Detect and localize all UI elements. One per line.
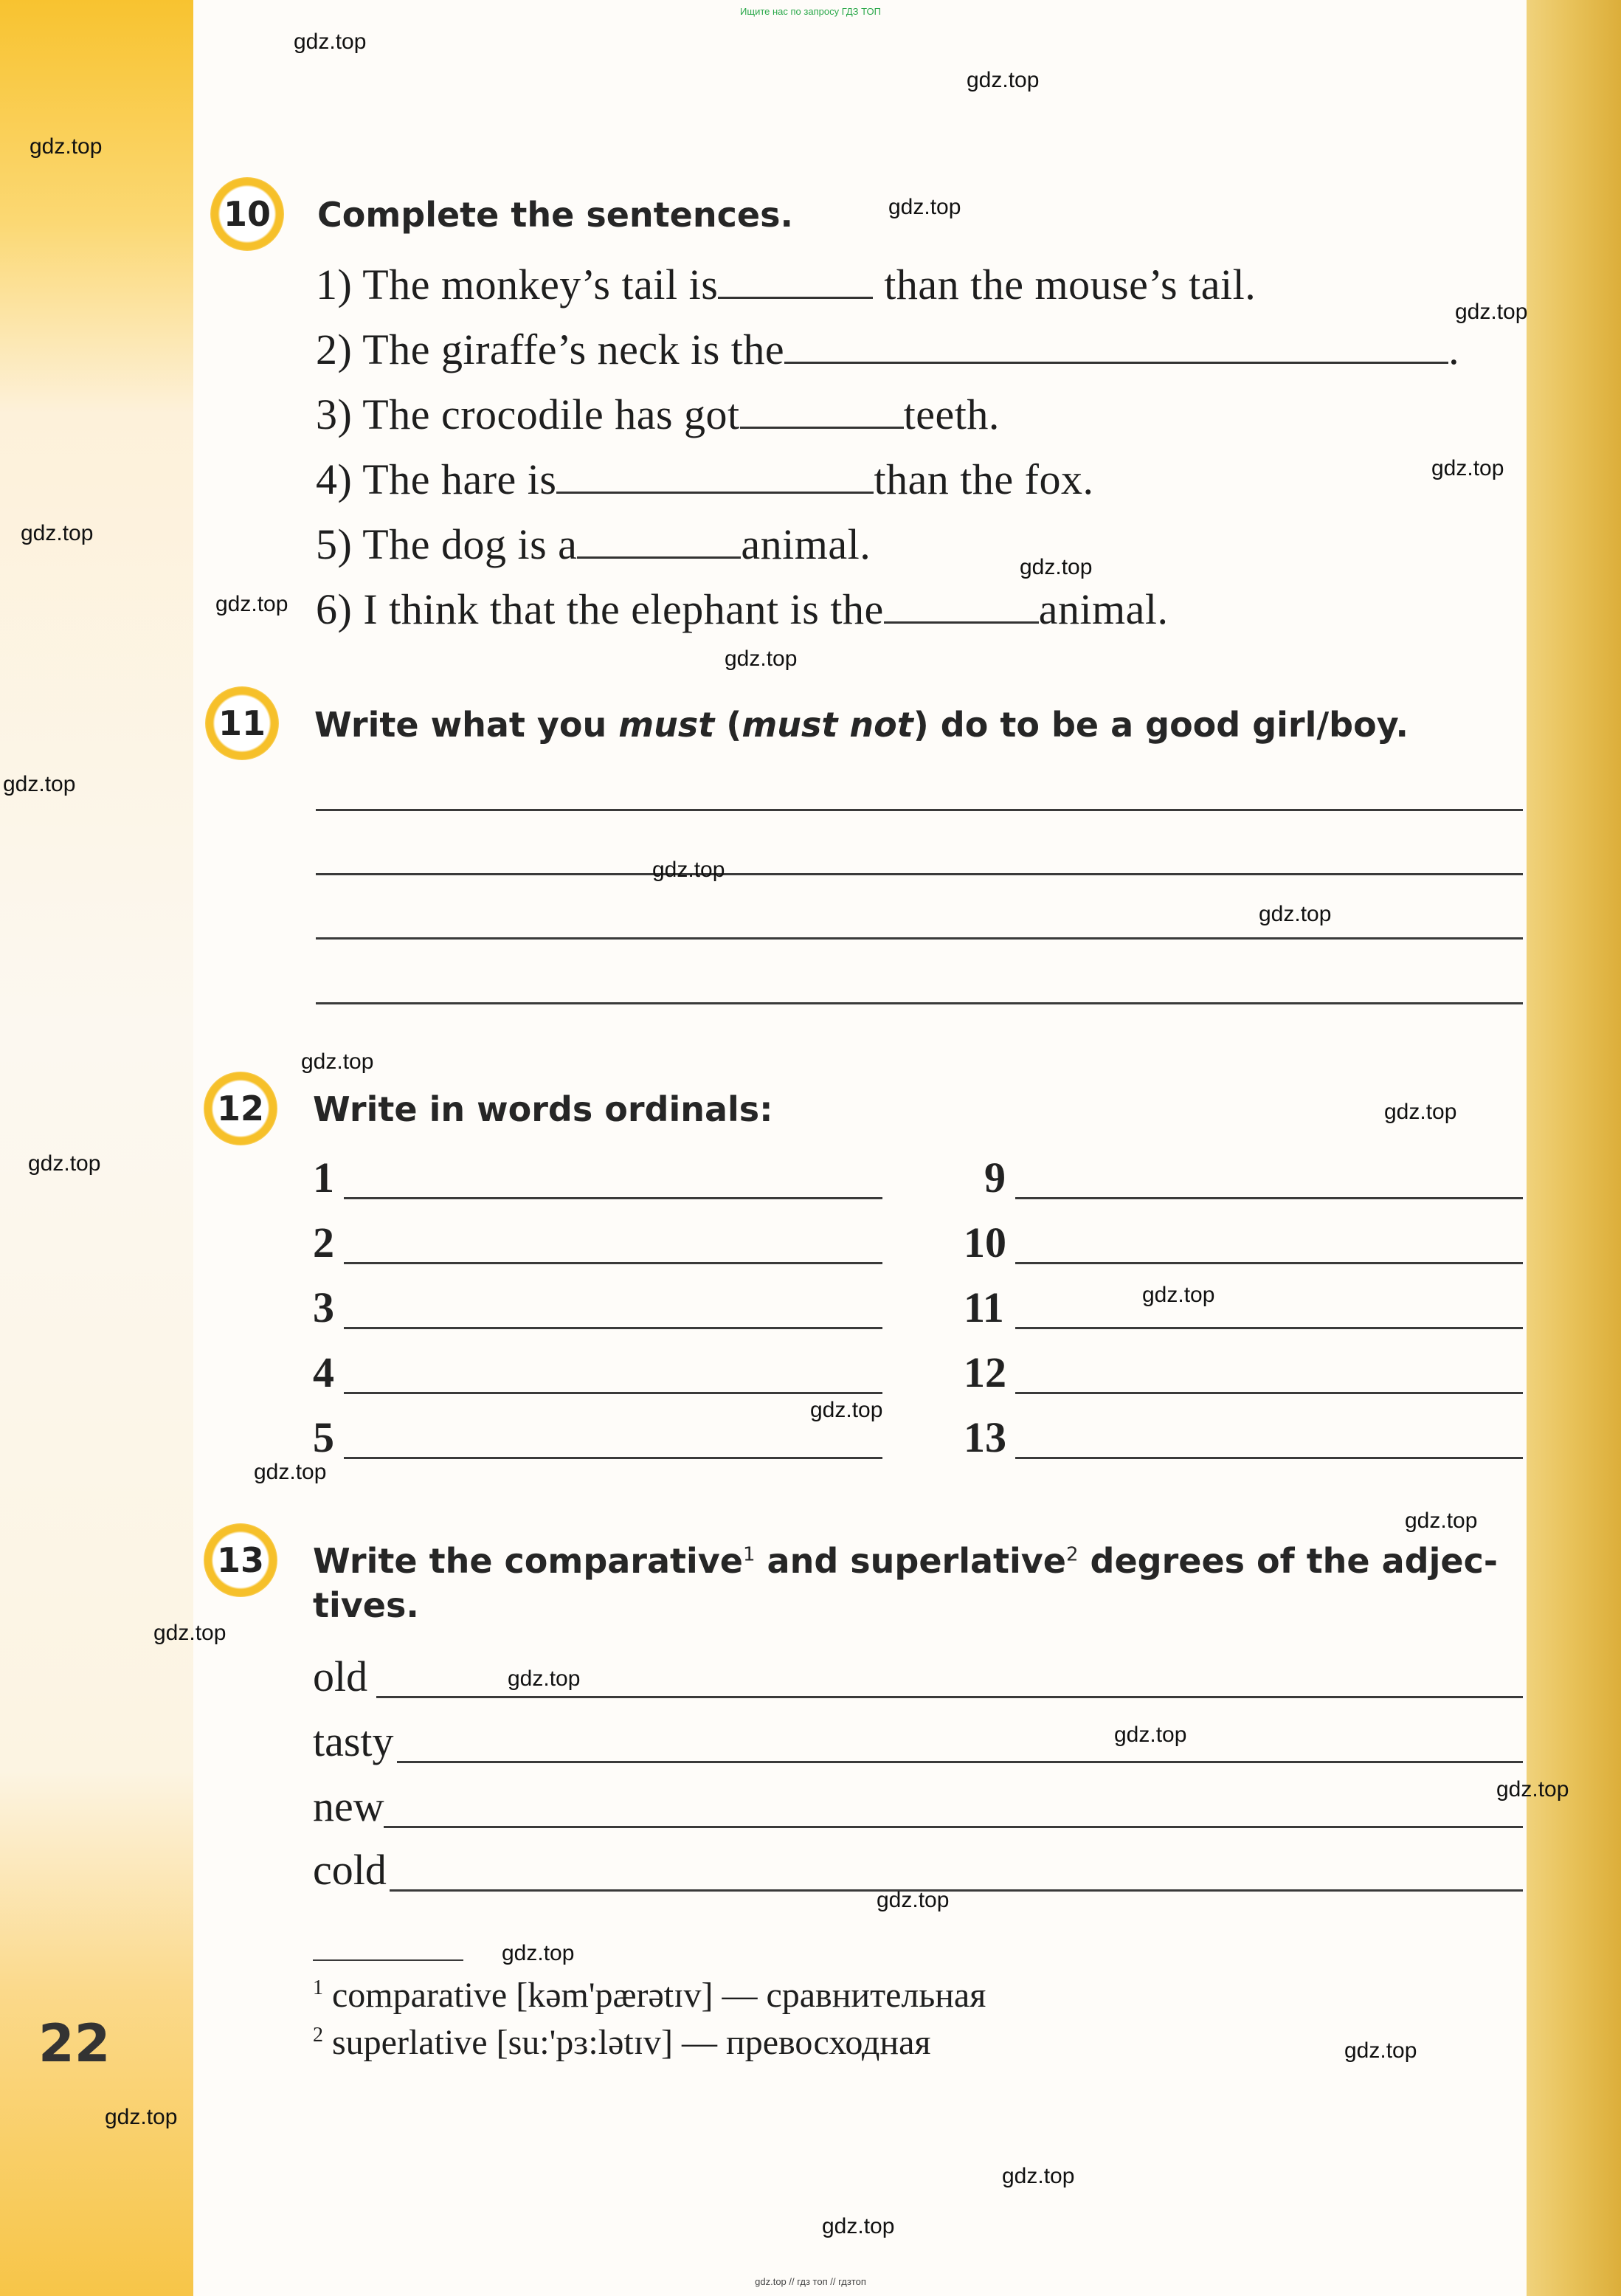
footnote-text: comparative [kəm'pærətɪv] — сравнительная (332, 1976, 986, 2015)
watermark-text: gdz.top (1002, 2164, 1075, 2188)
watermark-text: gdz.top (967, 68, 1040, 92)
page-number: 22 (38, 2013, 111, 2074)
exercise-13-title-cont: tives. (313, 1585, 419, 1625)
sentence-text: I think that the elephant is the (363, 585, 884, 634)
watermark-text: gdz.top (502, 1941, 575, 1965)
footnote-text: superlative [su:'pɜ:lətɪv] — превосходная (332, 2023, 931, 2062)
adjective-answer-line[interactable] (390, 1889, 1523, 1892)
title-part: ( (714, 705, 742, 745)
watermark-text: gdz.top (1344, 2038, 1417, 2063)
exercise-10-title: Complete the sentences. (317, 195, 793, 235)
exercise-12-badge: 12 (204, 1072, 277, 1145)
footnote-mark: 2 (1065, 1543, 1079, 1566)
answer-blank[interactable] (740, 388, 904, 429)
ex11-writing-line[interactable] (316, 1002, 1523, 1004)
left-color-band (0, 0, 193, 2296)
ordinal-answer-line[interactable] (344, 1457, 882, 1459)
watermark-text: gdz.top (1455, 300, 1528, 324)
answer-blank[interactable] (784, 323, 1448, 364)
sentence-text: The hare is (362, 455, 557, 504)
watermark-text: gdz.top (153, 1621, 227, 1645)
sentence-text: animal. (1038, 585, 1169, 634)
watermark-text: gdz.top (1496, 1777, 1569, 1802)
watermark-text: gdz.top (28, 1151, 101, 1176)
title-part: degrees of the adjec- (1078, 1541, 1498, 1581)
ordinal-number: 4 (313, 1348, 334, 1396)
ex10-sentence-6 (316, 583, 1169, 634)
exercise-13-title (313, 1541, 1498, 1581)
sentence-number: 6) (316, 585, 353, 634)
title-emphasis: must not (742, 705, 913, 745)
watermark-text: gdz.top (254, 1460, 327, 1484)
sentence-number: 4) (316, 455, 353, 504)
watermark-text: gdz.top (1020, 555, 1093, 579)
watermark-text: gdz.top (215, 592, 288, 616)
ordinal-number: 1 (313, 1154, 334, 1202)
ordinal-answer-line[interactable] (344, 1197, 882, 1199)
ordinal-number: 10 (964, 1218, 1006, 1266)
watermark-text: gdz.top (725, 647, 798, 671)
sentence-text: The crocodile has got (362, 390, 740, 439)
watermark-text: gdz.top (1259, 902, 1332, 926)
ordinal-answer-line[interactable] (1015, 1327, 1523, 1329)
title-part: and superlative (755, 1541, 1066, 1581)
watermark-text: gdz.top (1431, 456, 1504, 480)
adjective-word: old (313, 1652, 368, 1700)
ex10-sentence-4 (316, 453, 1093, 504)
ex11-writing-line[interactable] (316, 809, 1523, 811)
right-color-band (1527, 0, 1621, 2296)
ex10-sentence-3 (316, 388, 1000, 439)
watermark-text: gdz.top (30, 134, 103, 159)
watermark-text: gdz.top (1142, 1283, 1215, 1307)
ordinal-number: 3 (313, 1283, 334, 1331)
watermark-text: gdz.top (810, 1398, 883, 1422)
sentence-number: 2) (316, 325, 353, 374)
sentence-text: The monkey’s tail is (362, 261, 719, 309)
answer-blank[interactable] (884, 583, 1039, 624)
footnote-number: 1 (313, 1976, 323, 1999)
answer-blank[interactable] (577, 518, 741, 559)
sentence-text: The giraffe’s neck is the (362, 325, 785, 374)
bottom-note: gdz.top // гдз топ // гдзтоп (755, 2276, 866, 2287)
footnote-1 (313, 1975, 986, 2016)
sentence-number: 3) (316, 390, 353, 439)
footnote-mark: 1 (742, 1543, 756, 1566)
sentence-text: animal. (741, 520, 871, 569)
ex10-sentence-2 (316, 323, 1459, 374)
exercise-13-badge: 13 (204, 1523, 277, 1597)
answer-blank[interactable] (718, 258, 873, 299)
title-part: Write what you (314, 705, 619, 745)
ordinal-number: 13 (964, 1413, 1006, 1461)
sentence-text: than the mouse’s tail. (884, 261, 1257, 309)
ordinal-answer-line[interactable] (1015, 1197, 1523, 1199)
ex11-writing-line[interactable] (316, 873, 1523, 875)
watermark-text: gdz.top (294, 30, 367, 54)
exercise-11-badge: 11 (205, 686, 279, 760)
sentence-number: 5) (316, 520, 353, 569)
watermark-text: gdz.top (3, 772, 76, 796)
adjective-word: tasty (313, 1717, 394, 1765)
ordinal-answer-line[interactable] (344, 1262, 882, 1264)
ordinal-answer-line[interactable] (1015, 1392, 1523, 1394)
adjective-answer-line[interactable] (397, 1761, 1523, 1763)
ex10-sentence-1 (316, 258, 1256, 309)
ordinal-number: 9 (984, 1154, 1006, 1202)
title-part: ) do to be a good girl/boy. (913, 705, 1409, 745)
ex10-sentence-5 (316, 518, 871, 569)
ordinal-answer-line[interactable] (1015, 1457, 1523, 1459)
watermark-text: gdz.top (1384, 1100, 1457, 1124)
adjective-answer-line[interactable] (384, 1826, 1523, 1828)
footnote-number: 2 (313, 2024, 323, 2047)
watermark-text: gdz.top (877, 1888, 950, 1912)
title-emphasis: must (618, 705, 715, 745)
ordinal-answer-line[interactable] (1015, 1262, 1523, 1264)
sentence-text: The dog is a (362, 520, 578, 569)
ordinal-number: 2 (313, 1218, 334, 1266)
ordinal-number: 11 (964, 1283, 1004, 1331)
footnote-divider (313, 1959, 463, 1961)
ordinal-number: 5 (313, 1413, 334, 1461)
watermark-text: gdz.top (301, 1049, 374, 1074)
ordinal-answer-line[interactable] (344, 1327, 882, 1329)
watermark-text: gdz.top (1114, 1723, 1187, 1747)
top-note: Ищите нас по запросу ГДЗ ТОП (740, 6, 881, 17)
sentence-text: than the fox. (874, 455, 1094, 504)
exercise-10-badge: 10 (210, 177, 284, 251)
footnote-2 (313, 2022, 931, 2063)
exercise-11-title (314, 705, 1409, 745)
watermark-text: gdz.top (1405, 1509, 1478, 1533)
ex11-writing-line[interactable] (316, 937, 1523, 940)
sentence-text: teeth. (903, 390, 1000, 439)
title-part: Write the comparative (313, 1541, 743, 1581)
sentence-text: . (1448, 325, 1460, 374)
watermark-text: gdz.top (21, 521, 94, 545)
exercise-12-title: Write in words ordinals: (313, 1089, 773, 1129)
watermark-text: gdz.top (508, 1666, 581, 1691)
watermark-text: gdz.top (822, 2214, 895, 2238)
watermark-text: gdz.top (652, 858, 725, 882)
ordinal-number: 12 (964, 1348, 1006, 1396)
answer-blank[interactable] (556, 453, 874, 494)
ordinal-answer-line[interactable] (344, 1392, 882, 1394)
adjective-answer-line[interactable] (376, 1696, 1523, 1698)
adjective-word: cold (313, 1846, 387, 1894)
adjective-word: new (313, 1782, 384, 1830)
watermark-text: gdz.top (105, 2105, 178, 2129)
sentence-number: 1) (316, 261, 353, 309)
watermark-text: gdz.top (888, 195, 961, 219)
